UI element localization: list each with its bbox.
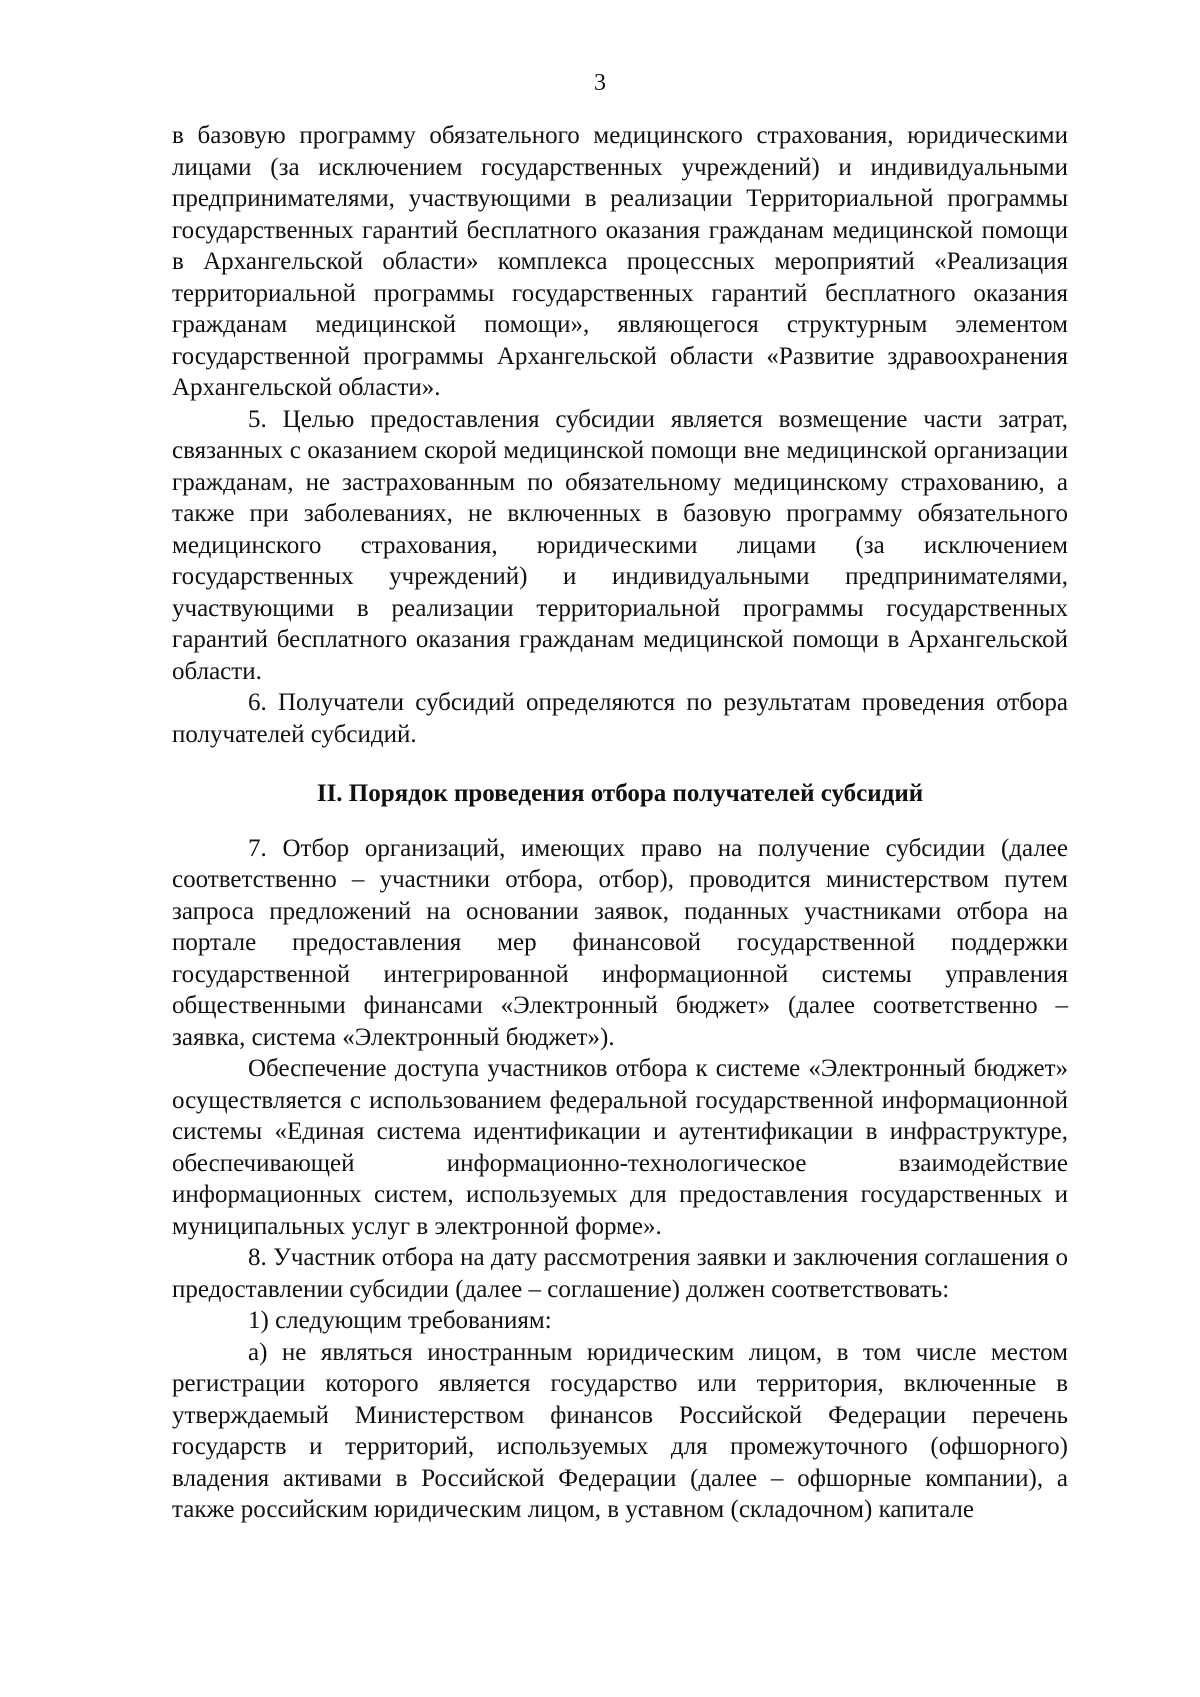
paragraph-7: 7. Отбор организаций, имеющих право на получение субсидии (далее соответственно – участники отбора, отбор), проводится министерством путем запроса предложений на основании заявок, поданных участниками отбора на портале предоставления мер финансовой государственной поддержки государственной интегрированной информационной системы управления общественными финансами «Электронный бюджет» (далее соответственно – заявка, система «Электронный бюджет»).: [172, 834, 1068, 1051]
paragraph-6: 6. Получатели субсидий определяются по результатам проведения отбора получателей субсидий.: [172, 689, 1068, 748]
document-body: [172, 120, 1068, 1526]
paragraph-8-1: 1) следующим требованиям:: [248, 1307, 552, 1334]
paragraph-continued: в базовую программу обязательного медицинского страхования, юридическими лицами (за исключением государственных учреждений) и индивидуальными предпринимателями, участвующими в реализации Территориальной программы государственных гарантий бесплатного оказания гражданам медицинской помощи в Архангельской области» комплекса процессных мероприятий «Реализация территориальной программы государственных гарантий бесплатного оказания гражданам медицинской помощи», являющегося структурным элементом государственной программы Архангельской области «Развитие здравоохранения Архангельской области».: [172, 122, 1068, 401]
paragraph-8: 8. Участник отбора на дату рассмотрения заявки и заключения соглашения о предоставлении субсидии (далее – соглашение) должен соответствовать:: [172, 1244, 1068, 1303]
page-number: 3: [594, 70, 606, 96]
section-heading: II. Порядок проведения отбора получателей субсидий: [316, 780, 924, 807]
paragraph-8-1-a: а) не являться иностранным юридическим лицом, в том числе местом регистрации которого является государство или территория, включенные в утверждаемый Министерством финансов Российской Федерации перечень государств и территорий, используемых для промежуточного (офшорного) владения активами в Российской Федерации (далее – офшорные компании), а также российским юридическим лицом, в уставном (складочном) капитале: [172, 1338, 1068, 1523]
paragraph-7-access: Обеспечение доступа участников отбора к системе «Электронный бюджет» осуществляется с использованием федеральной государственной информационной системы «Единая система идентификации и аутентификации в инфраструктуре, обеспечивающей информационно-технологическое взаимодействие информационных систем, используемых для предоставления государственных и муниципальных услуг в электронной форме».: [172, 1055, 1068, 1240]
paragraph-5: 5. Целью предоставления субсидии является возмещение части затрат, связанных с оказанием скорой медицинской помощи вне медицинской организации гражданам, не застрахованным по обязательному медицинскому страхованию, а также при заболеваниях, не включенных в базовую программу обязательного медицинского страхования, юридическими лицами (за исключением государственных учреждений) и индивидуальными предпринимателями, участвующими в реализации территориальной программы государственных гарантий бесплатного оказания гражданам медицинской помощи в Архангельской области.: [172, 405, 1068, 685]
